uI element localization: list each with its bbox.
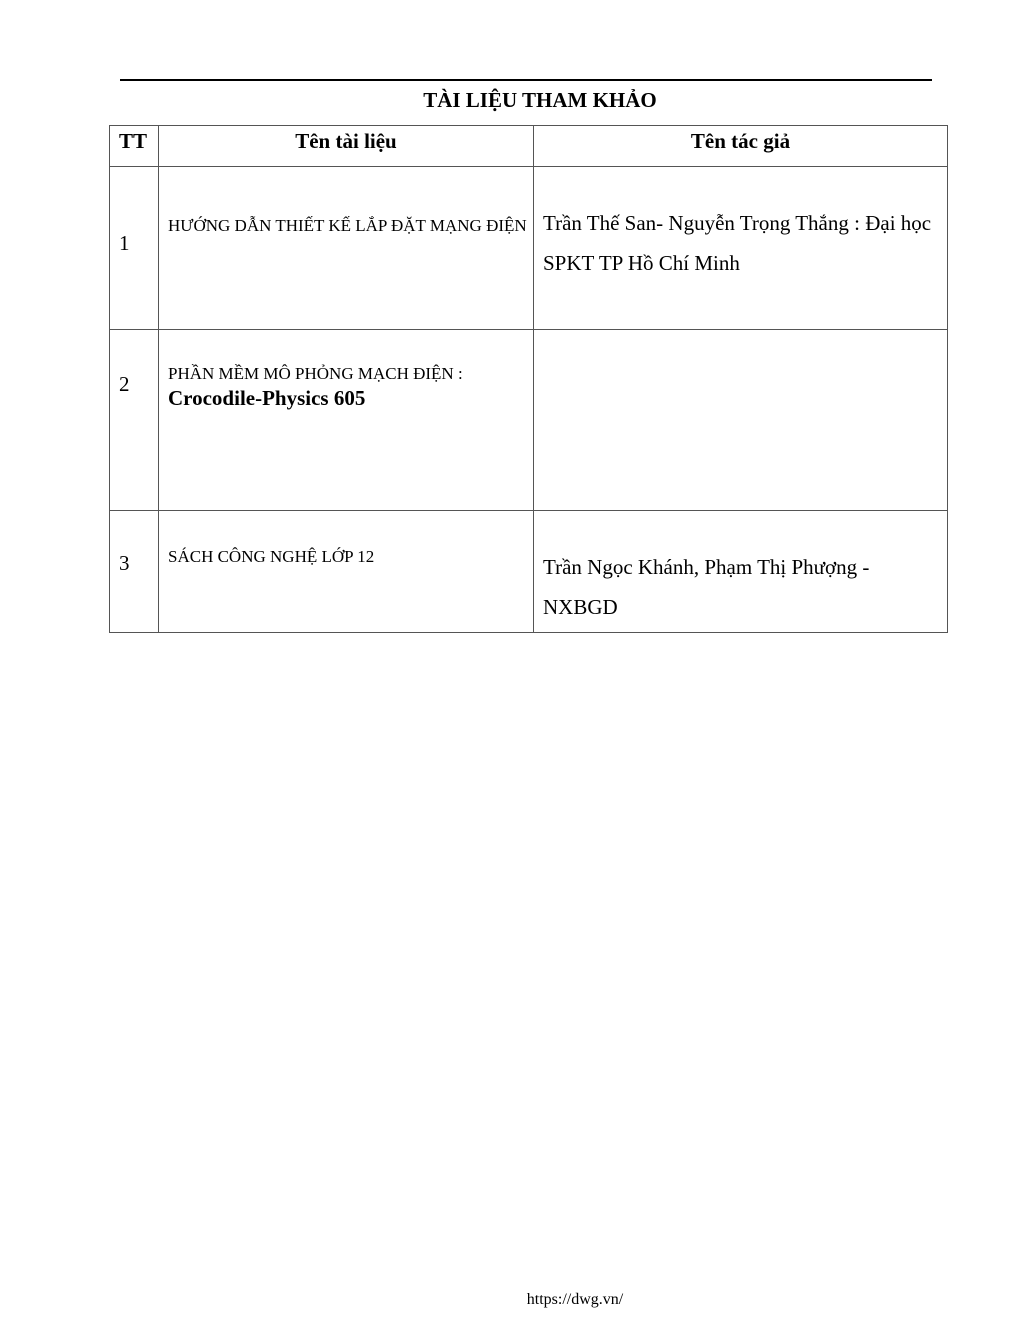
document-name: SÁCH CÔNG NGHỆ LỚP 12 (168, 547, 375, 566)
document-name-cell (159, 511, 534, 633)
table-header-row (110, 126, 948, 167)
document-title: TÀI LIỆU THAM KHẢO (423, 88, 657, 112)
table-row (110, 330, 948, 511)
row-number: 1 (110, 167, 159, 330)
references-table (109, 125, 948, 633)
author-name: Trần Thế San- Nguyễn Trọng Thắng : Đại học SPKT TP Hồ Chí Minh (534, 167, 948, 330)
row-number: 3 (110, 511, 159, 633)
author-name (534, 330, 948, 511)
row-number: 2 (110, 330, 159, 511)
header-tt: TT (110, 126, 159, 167)
document-name: HƯỚNG DẪN THIẾT KẾ LẮP ĐẶT MẠNG ĐIỆN (168, 216, 527, 235)
header-author: Tên tác giả (534, 126, 948, 167)
header-document-name: Tên tài liệu (159, 126, 534, 167)
document-name: PHẦN MỀM MÔ PHỎNG MẠCH ĐIỆN : (168, 364, 463, 383)
document-name-cell (159, 167, 534, 330)
author-name: Trần Ngọc Khánh, Phạm Thị Phượng - NXBGD (534, 511, 948, 633)
table-row (110, 511, 948, 633)
footer-url[interactable]: https://dwg.vn/ (526, 1291, 624, 1308)
document-name-cell (159, 330, 534, 511)
header-rule (120, 79, 932, 81)
table-row (110, 167, 948, 330)
software-name: Crocodile-Physics 605 (168, 386, 366, 410)
